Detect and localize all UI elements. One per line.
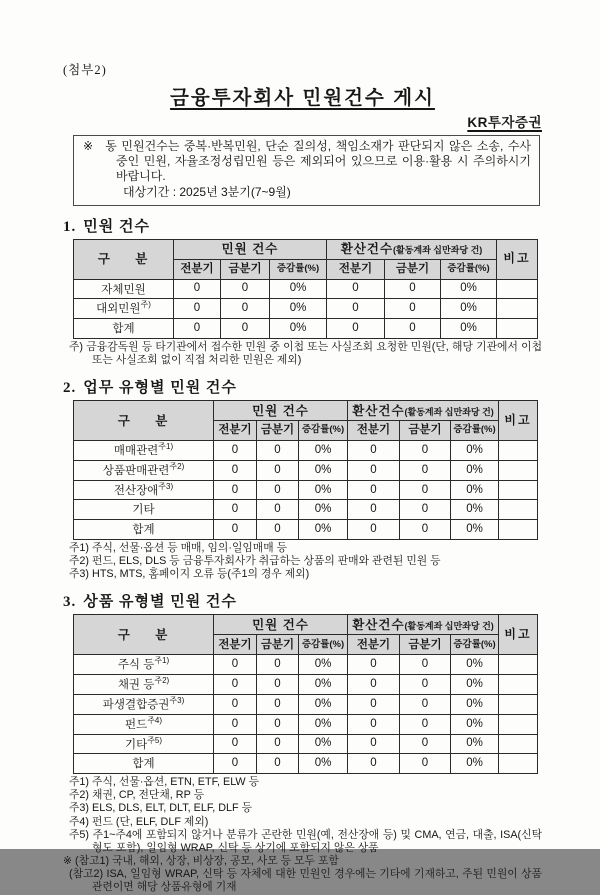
cell-value: 0% [299, 675, 348, 695]
cell-remark [499, 441, 538, 461]
row-label: 자체민원 [74, 279, 174, 299]
cell-value: 0 [257, 460, 299, 480]
cell-value: 0 [221, 279, 270, 299]
table-row [74, 299, 538, 319]
cell-value: 0% [441, 299, 497, 319]
cell-value: 0 [257, 441, 299, 461]
cell-value: 0 [257, 655, 299, 675]
cell-value: 0 [214, 675, 257, 695]
cell-value: 0% [451, 714, 499, 734]
cell-value: 0% [299, 480, 348, 500]
notice-text [83, 139, 531, 184]
cell-remark [499, 695, 538, 715]
col-group-complaint-count: 민원 건수 [214, 401, 348, 421]
cell-value: 0 [214, 655, 257, 675]
table-row [74, 734, 538, 754]
cell-remark [497, 319, 538, 339]
col-header-category: 구 분 [74, 239, 174, 279]
cell-value: 0 [385, 299, 441, 319]
cell-value: 0% [299, 734, 348, 754]
row-label: 주식 등$^{주1)}$ [74, 655, 214, 675]
cell-value: 0 [400, 734, 451, 754]
cell-value: 0% [299, 714, 348, 734]
cell-value: 0 [400, 441, 451, 461]
cell-value: 0 [348, 655, 400, 675]
row-label: 채권 등$^{주2)}$ [74, 675, 214, 695]
cell-value: 0 [257, 754, 299, 774]
cell-value: 0% [451, 520, 499, 540]
footnote: 주4) 펀드 (단, ELF, DLF 제외) [69, 815, 209, 828]
cell-value: 0% [441, 279, 497, 299]
cell-value: 0% [451, 500, 499, 520]
row-label: 파생결합증권$^{주3)}$ [74, 695, 214, 715]
col-header-curr-quarter: 금분기 [257, 635, 299, 655]
cell-value: 0 [348, 734, 400, 754]
cell-value: 0% [441, 319, 497, 339]
complaints-table-2 [73, 400, 538, 540]
col-header-change-rate: 증감률(%) [299, 421, 348, 441]
cell-value: 0 [400, 695, 451, 715]
cell-remark [499, 675, 538, 695]
page-title: 금융투자회사 민원건수 게시 [170, 87, 435, 109]
col-header-prev-quarter: 전분기 [348, 421, 400, 441]
company-name: KR투자증권 [467, 115, 542, 130]
table-row [74, 441, 538, 461]
col-header-remarks: 비고 [499, 615, 538, 655]
cell-value: 0 [214, 734, 257, 754]
cell-value: 0 [257, 714, 299, 734]
col-header-curr-quarter: 금분기 [221, 259, 270, 279]
sections-container [63, 215, 542, 895]
cell-value: 0 [400, 714, 451, 734]
footnote: 주) 금융감독원 등 타기관에서 접수한 민원 중 이첩 또는 사실조회 요청한 민원(단, 해당 기관에서 이첩 또는 사실조회 없이 직접 처리한 민원은 제외) [69, 340, 542, 366]
complaints-table-1 [73, 239, 538, 339]
section-2 [63, 376, 542, 581]
reference-mark: ※ [83, 139, 95, 153]
cell-value: 0 [221, 299, 270, 319]
cell-value: 0 [174, 319, 221, 339]
converted-count-unit: (활동계좌 십만좌당 건) [393, 244, 483, 255]
footnote: 주2) 펀드, ELS, DLS 등 금융투자회사가 취급하는 상품의 판매와 관련된 민원 등 [69, 555, 441, 568]
cell-value: 0% [451, 754, 499, 774]
cell-value: 0% [451, 441, 499, 461]
col-header-curr-quarter: 금분기 [400, 635, 451, 655]
section-heading: 3. 상품 유형별 민원 건수 [63, 594, 237, 611]
table-row [74, 279, 538, 299]
notice-box [73, 135, 540, 206]
table-row [74, 675, 538, 695]
cell-value: 0 [327, 299, 385, 319]
col-header-curr-quarter: 금분기 [400, 421, 451, 441]
cell-value: 0 [327, 319, 385, 339]
footnote-ref: 주1) [154, 656, 170, 666]
col-header-prev-quarter: 전분기 [348, 635, 400, 655]
cell-value: 0% [299, 460, 348, 480]
col-header-curr-quarter: 금분기 [385, 259, 441, 279]
cell-value: 0 [257, 480, 299, 500]
footnote-list [63, 776, 542, 895]
col-header-prev-quarter: 전분기 [327, 259, 385, 279]
cell-value: 0% [451, 734, 499, 754]
col-group-converted-count: 환산건수(활동계좌 십만좌당 건) [348, 401, 499, 421]
section-number: 3. [63, 594, 77, 611]
cell-value: 0 [257, 734, 299, 754]
cell-remark [499, 520, 538, 540]
cell-remark [499, 734, 538, 754]
cell-value: 0 [348, 714, 400, 734]
cell-value: 0 [348, 460, 400, 480]
row-label: 전산장애$^{주3)}$ [74, 480, 214, 500]
table-row [74, 319, 538, 339]
cell-remark [499, 480, 538, 500]
col-header-prev-quarter: 전분기 [214, 635, 257, 655]
cell-remark [499, 754, 538, 774]
col-header-curr-quarter: 금분기 [257, 421, 299, 441]
cell-remark [499, 460, 538, 480]
footnote-ref: 주3) [169, 696, 185, 706]
row-label: 대외민원$^{주)}$ [74, 299, 174, 319]
cell-value: 0 [385, 319, 441, 339]
footnote: 주1) 주식, 선물·옵션, ETN, ETF, ELW 등 [69, 776, 260, 789]
footnote-list [69, 542, 542, 582]
footnote-list [69, 341, 542, 367]
cell-value: 0 [221, 319, 270, 339]
cell-value: 0 [348, 520, 400, 540]
row-label: 기타 [74, 500, 214, 520]
cell-value: 0 [174, 279, 221, 299]
cell-value: 0 [348, 695, 400, 715]
cell-value: 0 [348, 754, 400, 774]
cell-value: 0% [270, 319, 327, 339]
cell-value: 0 [400, 675, 451, 695]
cell-value: 0 [214, 500, 257, 520]
cell-value: 0 [348, 500, 400, 520]
cell-value: 0 [400, 754, 451, 774]
footnote-ref: 주) [140, 300, 151, 310]
section-3 [63, 590, 542, 894]
table-row [74, 754, 538, 774]
cell-value: 0 [257, 675, 299, 695]
section-number: 1. [63, 218, 77, 235]
row-label: 상품판매관련$^{주2)}$ [74, 460, 214, 480]
table-row [74, 714, 538, 734]
cell-value: 0% [299, 500, 348, 520]
cell-value: 0% [299, 695, 348, 715]
notice-body-text: 동 민원건수는 중복·반복민원, 단순 질의성, 책임소재가 판단되지 않은 소송, 수사 중인 민원, 자율조정성립민원 등은 제외되어 있으므로 이용·활용 시 주의하시기 바랍니다. [105, 139, 532, 183]
col-header-change-rate: 증감률(%) [441, 259, 497, 279]
cell-value: 0 [257, 695, 299, 715]
cell-value: 0 [214, 695, 257, 715]
cell-value: 0 [174, 299, 221, 319]
cell-value: 0 [214, 520, 257, 540]
cell-value: 0% [299, 520, 348, 540]
table-row [74, 480, 538, 500]
col-header-prev-quarter: 전분기 [214, 421, 257, 441]
footnote-ref: 주1) [158, 442, 174, 452]
footnote: 주3) HTS, MTS, 홈페이지 오류 등(주1의 경우 제외) [69, 568, 310, 581]
col-header-remarks: 비고 [497, 239, 538, 279]
col-header-change-rate: 증감률(%) [299, 635, 348, 655]
attachment-label: (첨부2) [63, 63, 107, 77]
cell-value: 0% [451, 460, 499, 480]
cell-value: 0% [451, 675, 499, 695]
section-1 [63, 215, 542, 368]
cell-value: 0% [299, 441, 348, 461]
notice-period: 대상기간 : 2025년 3분기(7~9월) [123, 184, 291, 199]
col-header-category: 구 분 [74, 615, 214, 655]
footnote: 주5) 주1~주4에 포함되지 않거나 분류가 곤란한 민원(예, 전산장애 등) 및 CMA, 연금, 대출, ISA(신탁형도 포함), 일임형 WRAP, 신탁 등 상기에 포함되지 않은 상품 [69, 828, 542, 854]
col-header-remarks: 비고 [499, 401, 538, 441]
document-content [63, 60, 542, 895]
cell-value: 0 [214, 441, 257, 461]
cell-value: 0 [214, 754, 257, 774]
cell-value: 0 [214, 714, 257, 734]
col-group-complaint-count: 민원 건수 [174, 239, 327, 259]
cell-value: 0 [400, 480, 451, 500]
cell-value: 0 [348, 480, 400, 500]
col-header-change-rate: 증감률(%) [451, 635, 499, 655]
cell-value: 0 [400, 460, 451, 480]
cell-remark [497, 279, 538, 299]
cell-value: 0 [257, 520, 299, 540]
footnote-ref: 주5) [147, 735, 163, 745]
row-label: 기타$^{주5)}$ [74, 734, 214, 754]
converted-count-unit: (활동계좌 십만좌당 건) [404, 620, 494, 631]
cell-value: 0 [400, 500, 451, 520]
section-heading: 2. 업무 유형별 민원 건수 [63, 380, 237, 397]
cell-value: 0% [451, 480, 499, 500]
converted-count-unit: (활동계좌 십만좌당 건) [404, 406, 494, 417]
row-label: 펀드$^{주4)}$ [74, 714, 214, 734]
cell-value: 0 [400, 520, 451, 540]
cell-value: 0% [299, 754, 348, 774]
row-label: 합계 [74, 520, 214, 540]
cell-value: 0 [257, 500, 299, 520]
cell-value: 0 [348, 441, 400, 461]
cell-value: 0 [327, 279, 385, 299]
cell-value: 0% [451, 695, 499, 715]
col-header-change-rate: 증감률(%) [451, 421, 499, 441]
footnote-ref: 주3) [158, 481, 174, 491]
cell-value: 0% [299, 655, 348, 675]
table-row [74, 695, 538, 715]
cell-value: 0 [214, 480, 257, 500]
col-group-complaint-count: 민원 건수 [214, 615, 348, 635]
table-row [74, 520, 538, 540]
cell-remark [499, 714, 538, 734]
row-label: 매매관련$^{주1)}$ [74, 441, 214, 461]
complaints-table-3 [73, 614, 538, 774]
table-row [74, 460, 538, 480]
col-group-converted-count: 환산건수(활동계좌 십만좌당 건) [348, 615, 499, 635]
footnote-ref: 주2) [154, 676, 170, 686]
footnote: (참고2) ISA, 일임형 WRAP, 신탁 등 자체에 대한 민원인 경우에는 기타에 기재하고, 주된 민원이 상품 관련이면 해당 상품유형에 기재 [69, 868, 542, 894]
footnote: 주3) ELS, DLS, ELT, DLT, ELF, DLF 등 [69, 802, 253, 815]
row-label: 합계 [74, 754, 214, 774]
cell-remark [499, 655, 538, 675]
table-row [74, 500, 538, 520]
cell-value: 0% [270, 279, 327, 299]
cell-value: 0 [385, 279, 441, 299]
section-number: 2. [63, 380, 77, 397]
cell-value: 0% [451, 655, 499, 675]
col-header-prev-quarter: 전분기 [174, 259, 221, 279]
footnote: 주2) 채권, CP, 전단채, RP 등 [69, 789, 205, 802]
cell-value: 0% [270, 299, 327, 319]
cell-value: 0 [214, 460, 257, 480]
footnote-ref: 주2) [169, 461, 185, 471]
table-row [74, 655, 538, 675]
col-header-change-rate: 증감률(%) [270, 259, 327, 279]
section-heading: 1. 민원 건수 [63, 218, 150, 235]
col-header-category: 구 분 [74, 401, 214, 441]
cell-remark [499, 500, 538, 520]
cell-remark [497, 299, 538, 319]
row-label: 합계 [74, 319, 174, 339]
footnote: ※ (참고1) 국내, 해외, 상장, 비상장, 공모, 사모 등 모두 포함 [63, 855, 339, 868]
col-group-converted-count: 환산건수(활동계좌 십만좌당 건) [327, 239, 497, 259]
footnote: 주1) 주식, 선물·옵션 등 매매, 임의·일임매매 등 [69, 541, 288, 554]
cell-value: 0 [348, 675, 400, 695]
cell-value: 0 [400, 655, 451, 675]
footnote-ref: 주4) [147, 715, 163, 725]
